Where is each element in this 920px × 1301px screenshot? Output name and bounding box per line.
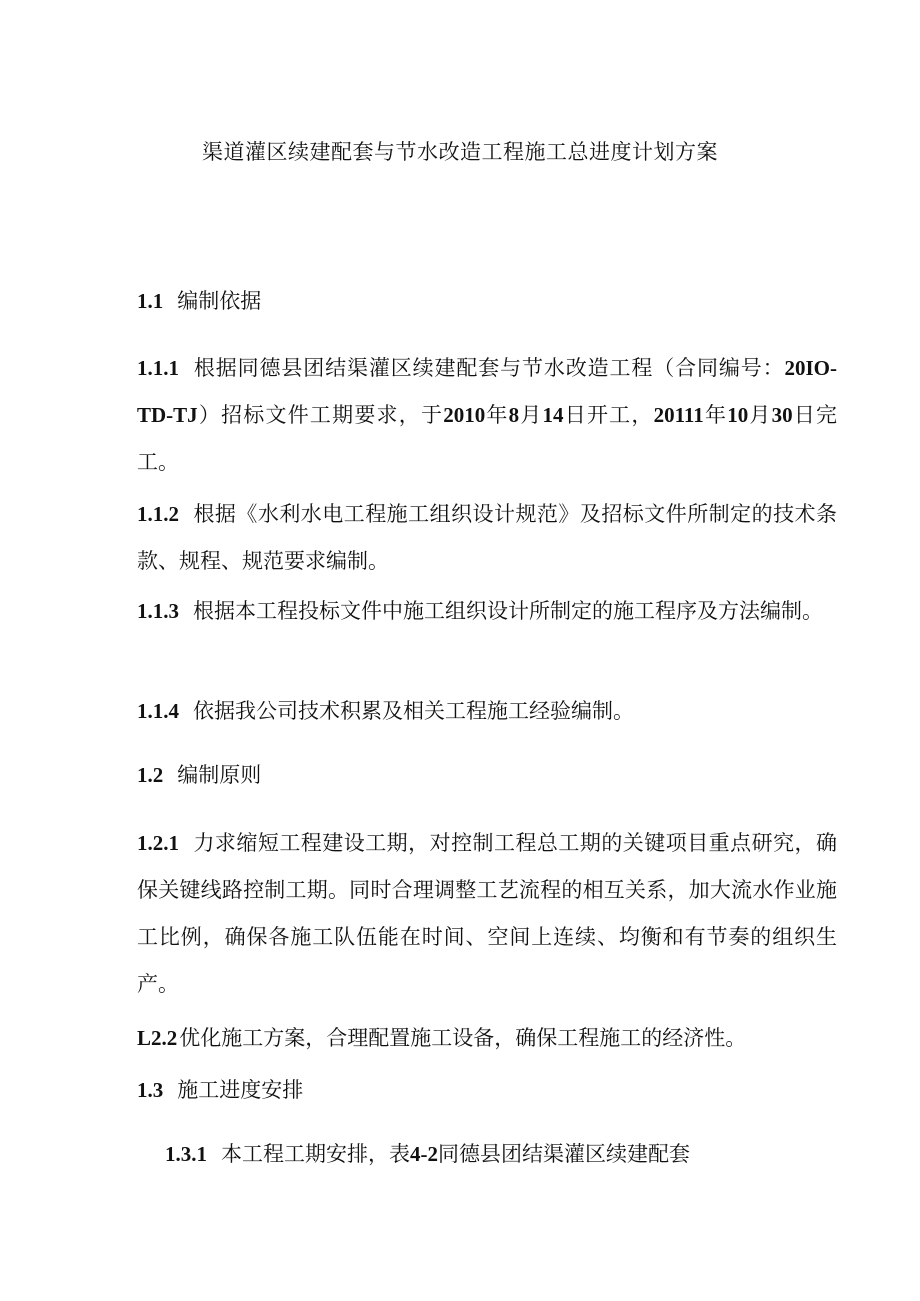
paragraph-text: 本工程工期安排，表 [221,1142,410,1166]
paragraph-number: 1.1.2 [137,502,179,526]
paragraph-text: 力求缩短工程建设工期，对控制工程总工期的关键项目重点研究，确保关键线路控制工期。同时合理调整工艺流程的相互关系，加大流水作业施工比例，确保各施工队伍能在时间、空间上连续、均衡和有节奏的组织生产。 [137,831,837,996]
paragraph-1-1-4 [137,688,837,735]
paragraph-text: 根据本工程投标文件中施工组织设计所制定的施工程序及方法编制。 [193,599,823,623]
table-reference: 4-2 [410,1142,438,1166]
paragraph-number: 1.1.3 [137,599,179,623]
paragraph-text: 月 [748,403,772,427]
start-year: 2010 [443,403,486,427]
paragraph-text: 日完工。 [137,403,838,474]
paragraph-number: L2.2 [137,1026,178,1050]
paragraph-text: 优化施工方案，合理配置施工设备，确保工程施工的经济性。 [179,1026,747,1050]
paragraph-text: 日开工， [563,403,654,427]
paragraph-number: 1.3.1 [165,1142,207,1166]
paragraph-1-1-3 [137,588,837,635]
paragraph-number: 1.1.4 [137,699,179,723]
paragraph-1-1-2 [137,491,837,585]
section-number: 1.3 [137,1078,164,1102]
paragraph-text: 根据《水利水电工程施工组织设计规范》及招标文件所制定的技术条款、规程、规范要求编制。 [137,502,837,573]
paragraph-1-3-1 [165,1131,837,1178]
paragraph-text: 年 [703,403,728,427]
section-heading-text: 编制依据 [177,289,262,313]
paragraph-text: 根据同德县团结渠灌区续建配套与节水改造工程（合同编号： [193,356,785,380]
section-heading-1-3 [137,1067,837,1114]
section-number: 1.1 [137,289,164,313]
paragraph-1-2-2 [137,1015,837,1062]
start-day: 14 [542,403,564,427]
paragraph-1-2-1 [137,820,837,1008]
end-year: 20111 [653,403,704,427]
section-number: 1.2 [137,763,164,787]
paragraph-text: 依据我公司技术积累及相关工程施工经验编制。 [193,699,634,723]
section-heading-1-1 [137,278,837,325]
end-month: 10 [727,403,749,427]
section-heading-1-2 [137,752,837,799]
paragraph-number: 1.1.1 [137,356,179,380]
end-day: 30 [771,403,793,427]
paragraph-1-1-1 [137,345,837,486]
section-heading-text: 编制原则 [177,763,262,787]
paragraph-text: 年 [485,403,509,427]
section-heading-text: 施工进度安排 [177,1078,304,1102]
start-month: 8 [508,403,520,427]
paragraph-number: 1.2.1 [137,831,179,855]
paragraph-text: 同德县团结渠灌区续建配套 [438,1142,690,1166]
paragraph-text: ）招标文件工期要求，于 [197,403,444,427]
document-title: 渠道灌区续建配套与节水改造工程施工总进度计划方案 [202,140,718,164]
contract-code: 20IO-TD-TJ [137,356,837,427]
paragraph-text: 月 [519,403,543,427]
